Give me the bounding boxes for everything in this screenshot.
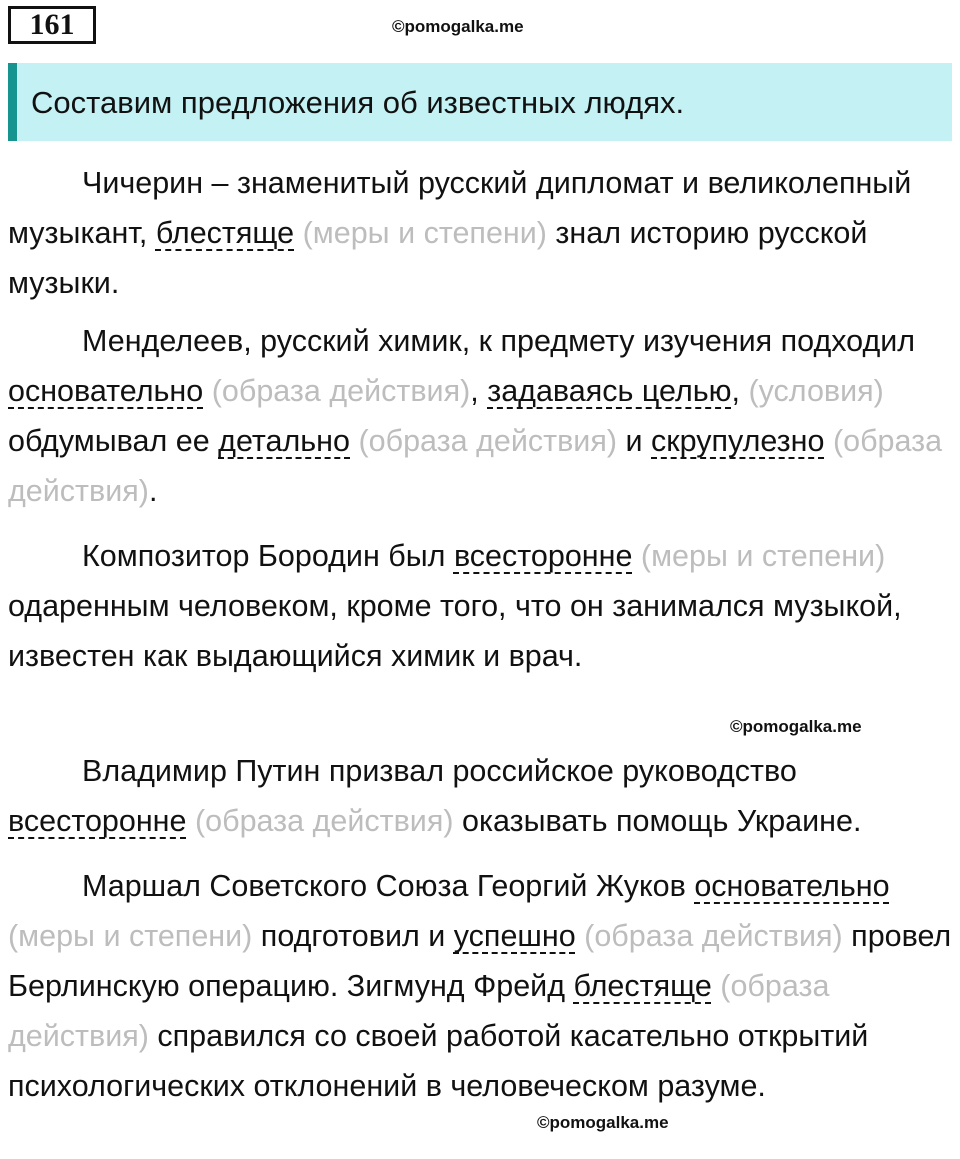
text: Маршал Советского Союза Георгий Жуков — [82, 869, 695, 903]
adverb: успешно — [453, 919, 576, 953]
paragraph-zhukov-freud — [8, 861, 958, 1111]
adverb-category: (образа действия) — [8, 969, 830, 1053]
text: и — [617, 424, 652, 458]
task-title: Составим предложения об известных людях. — [31, 85, 685, 120]
adverb: основательно — [8, 374, 204, 408]
watermark: ©pomogalka.me — [392, 17, 524, 36]
text: оказывать помощь Украине. — [453, 804, 862, 838]
text: , — [731, 374, 749, 408]
adverb-category: (образа действия) — [358, 424, 618, 458]
adverb: скрупулезно — [651, 424, 825, 458]
adverb-category: (образа действия) — [194, 804, 454, 838]
adverb-category: (меры и степени) — [8, 919, 253, 953]
adverb-category: (образа действия) — [584, 919, 843, 953]
adverb-category: (образа действия) — [8, 424, 943, 508]
text: справился со своей работой касательно открытий психологических отклонений в человеческом разуме. — [8, 1019, 869, 1103]
text: Композитор Бородин был — [82, 539, 454, 573]
adverb: всесторонне — [8, 804, 187, 838]
paragraph-putin — [8, 746, 958, 846]
text: провел Берлинскую операцию. Зигмунд Фрейд — [8, 919, 952, 1003]
text: одаренным человеком, кроме того, что он занимался музыкой, известен как выдающийся химик и врач. — [8, 589, 902, 673]
adverbial-phrase: задаваясь целью — [487, 374, 732, 408]
text: обдумывал ее — [8, 424, 219, 458]
text: , — [470, 374, 488, 408]
text: Чичерин – знаменитый русский дипломат и великолепный музыкант, — [8, 166, 912, 250]
adverb-category: (меры и степени) — [302, 216, 547, 250]
adverb: основательно — [694, 869, 890, 903]
watermark: ©pomogalka.me — [537, 1113, 669, 1132]
paragraph-borodin — [8, 531, 958, 681]
paragraph-mendeleev — [8, 316, 958, 516]
text: Владимир Путин призвал российское руководство — [82, 754, 797, 788]
paragraph-chicherin — [8, 158, 958, 308]
text: знал историю русской музыки. — [8, 216, 868, 300]
title-banner — [8, 63, 952, 141]
text: . — [148, 474, 158, 508]
adverb: блестяще — [573, 969, 712, 1003]
exercise-number: 161 — [8, 6, 96, 44]
adverb-category: (образа действия) — [211, 374, 471, 408]
adverb-category: (меры и степени) — [640, 539, 886, 573]
adverb: блестяще — [155, 216, 295, 250]
text: Менделеев, русский химик, к предмету изучения подходил — [82, 324, 916, 358]
adverb: всесторонне — [453, 539, 633, 573]
adverb: детально — [218, 424, 350, 458]
adverb-category: (условия) — [748, 374, 884, 408]
watermark: ©pomogalka.me — [730, 717, 862, 736]
text: подготовил и — [252, 919, 454, 953]
